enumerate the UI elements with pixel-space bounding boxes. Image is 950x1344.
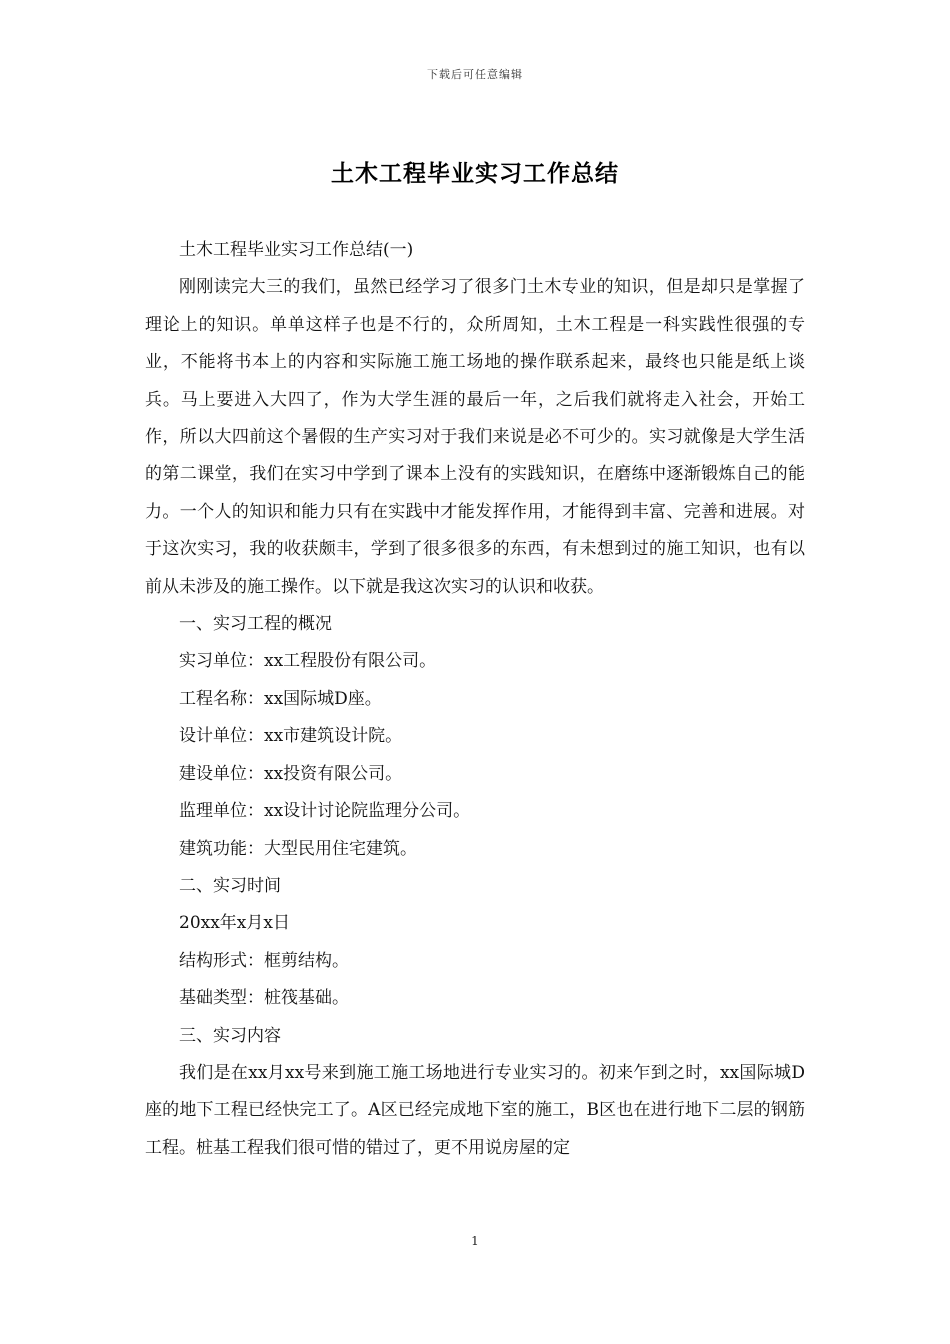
info-line-structure: 结构形式：框剪结构。 <box>179 950 349 971</box>
section-heading-content: 三、实习内容 <box>179 1025 281 1046</box>
section-heading-time: 二、实习时间 <box>179 875 281 896</box>
info-line-foundation: 基础类型：桩筏基础。 <box>179 988 349 1009</box>
info-line-design-unit: 设计单位：xx市建筑设计院。 <box>179 726 403 747</box>
intro-paragraph: 刚刚读完大三的我们，虽然已经学习了很多门土木专业的知识，但是却只是掌握了理论上的知识。单单这样子也是不行的，众所周知，土木工程是一科实践性很强的专业，不能将书本上的内容和实际施工施工场地的操作联系起来，最终也只能是纸上谈兵。马上要进入大四了，作为大学生涯的最后一年，之后我们就将走入社会，开始工作，所以大四前这个暑假的生产实习对于我们来说是必不可少的。实习就像是大学生活的第二课堂，我们在实习中学到了课本上没有的实践知识，在磨练中逐渐锻炼自己的能力。一个人的知识和能力只有在实践中才能发挥作用，才能得到丰富、完善和进展。对于这次实习，我的收获颇丰，学到了很多很多的东西，有未想到过的施工知识，也有以前从未涉及的施工操作。以下就是我这次实习的认识和收获。 <box>145 277 805 597</box>
info-line-unit: 实习单位：xx工程股份有限公司。 <box>179 651 437 672</box>
info-line-supervision-unit: 监理单位：xx设计讨论院监理分公司。 <box>179 801 471 822</box>
section-heading-overview: 一、实习工程的概况 <box>179 614 332 635</box>
info-line-building-function: 建筑功能：大型民用住宅建筑。 <box>179 838 417 859</box>
header-note: 下载后可任意编辑 <box>427 68 523 81</box>
info-line-project-name: 工程名称：xx国际城D座。 <box>179 688 382 709</box>
page-number: 1 <box>471 1234 479 1248</box>
info-line-construction-unit: 建设单位：xx投资有限公司。 <box>179 763 403 784</box>
content-paragraph: 我们是在xx月xx号来到施工施工场地进行专业实习的。初来乍到之时，xx国际城D座的地下工程已经快完工了。A区已经完成地下室的施工，B区也在进行地下二层的钢筋工程。桩基工程我们很可惜的错过了，更不用说房屋的定 <box>145 1062 805 1158</box>
document-title: 土木工程毕业实习工作总结 <box>331 161 619 187</box>
section-subtitle: 土木工程毕业实习工作总结(一) <box>179 240 414 260</box>
info-line-date: 20xx年x月x日 <box>179 913 290 934</box>
document-body <box>145 232 805 1167</box>
